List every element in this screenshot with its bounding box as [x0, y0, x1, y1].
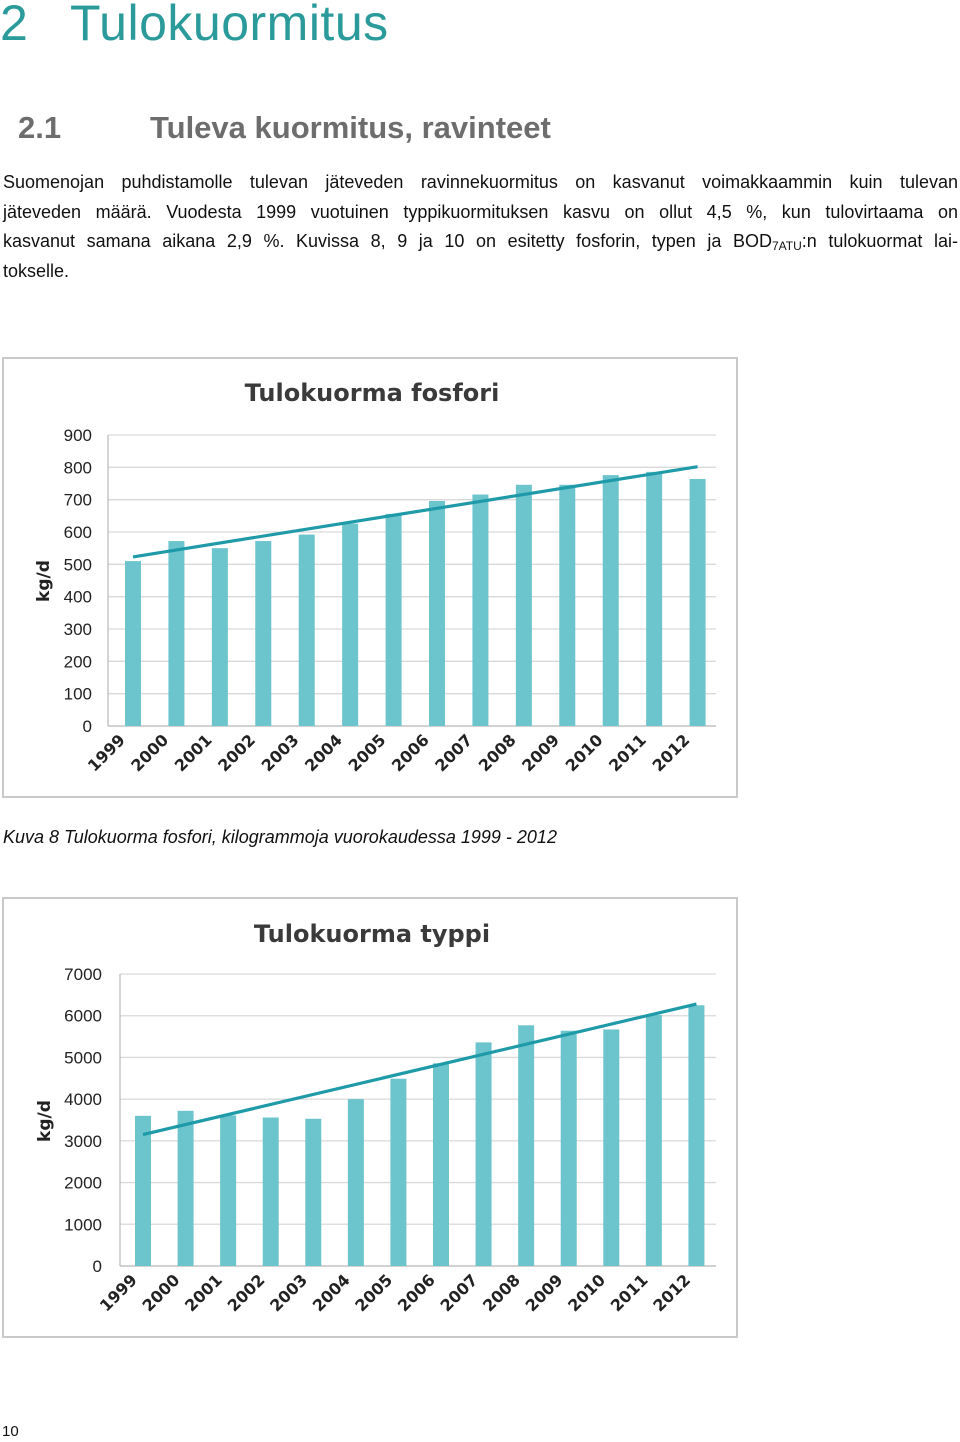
- x-tick-label: 2005: [344, 730, 390, 776]
- bar: [603, 1029, 619, 1266]
- bar: [255, 541, 271, 726]
- section-heading: [0, 0, 389, 52]
- paragraph-line: [3, 227, 958, 257]
- bar: [561, 1031, 577, 1266]
- bar: [386, 514, 402, 726]
- bar: [518, 1025, 534, 1266]
- x-tick-label: 2000: [138, 1270, 184, 1316]
- page-number: 10: [2, 1423, 19, 1440]
- y-axis-label: kg/d: [35, 1100, 55, 1142]
- x-tick-label: 2012: [649, 1270, 695, 1316]
- section-number: 2: [0, 0, 29, 51]
- bar: [603, 475, 619, 726]
- nitrogen-chart: [2, 897, 738, 1338]
- chart-title: Tulokuorma fosfori: [244, 379, 500, 407]
- bar: [390, 1079, 406, 1266]
- bar: [472, 494, 488, 726]
- x-tick-label: 2011: [606, 1270, 652, 1316]
- bar: [168, 541, 184, 726]
- y-tick-label: 300: [63, 620, 92, 639]
- y-tick-label: 4000: [64, 1090, 102, 1110]
- y-tick-label: 400: [63, 587, 92, 607]
- x-tick-label: 2005: [351, 1270, 397, 1316]
- subsection-title: Tuleva kuormitus, ravinteet: [150, 110, 551, 145]
- bod-subscript: 7ATU: [772, 239, 802, 253]
- bar: [305, 1119, 321, 1266]
- x-tick-label: 2002: [214, 730, 260, 776]
- subsection-heading: [18, 110, 551, 146]
- bar: [135, 1116, 151, 1266]
- paragraph-line: Suomenojan puhdistamolle tulevan jäteveden ravinnekuormitus on kasvanut voimakkaammin kuin tulevan: [3, 172, 958, 192]
- x-tick-label: 2010: [564, 1270, 610, 1316]
- y-tick-label: 800: [63, 458, 92, 478]
- figure-caption: Kuva 8 Tulokuorma fosfori, kilogrammoja vuorokaudessa 1999 - 2012: [3, 827, 557, 847]
- bar: [263, 1117, 279, 1266]
- y-tick-label: 900: [63, 426, 92, 445]
- x-tick-label: 2009: [521, 1270, 567, 1316]
- x-tick-label: 2003: [257, 730, 303, 776]
- x-tick-label: 2009: [518, 730, 564, 776]
- y-axis-label: kg/d: [34, 560, 54, 602]
- y-tick-label: 2000: [64, 1173, 102, 1193]
- chart-svg: [4, 899, 736, 1336]
- x-tick-label: 2007: [436, 1270, 482, 1316]
- y-tick-label: 700: [63, 490, 92, 510]
- bar: [516, 485, 532, 726]
- x-tick-label: 2007: [431, 730, 477, 776]
- bar: [559, 485, 575, 726]
- x-tick-label: 2003: [266, 1270, 312, 1316]
- bar: [342, 524, 358, 726]
- bar: [212, 548, 228, 726]
- bar: [220, 1115, 236, 1266]
- x-tick-label: 2001: [181, 1270, 226, 1316]
- bar: [433, 1063, 449, 1266]
- x-tick-label: 2001: [170, 730, 216, 776]
- phosphorus-chart: [2, 357, 738, 798]
- body-paragraph: [3, 168, 958, 286]
- bar: [690, 479, 706, 726]
- bar: [348, 1099, 364, 1266]
- x-tick-label: 2012: [648, 730, 694, 776]
- x-tick-label: 1999: [83, 730, 129, 776]
- bar: [646, 472, 662, 726]
- x-tick-label: 2011: [605, 730, 650, 776]
- x-tick-label: 2006: [393, 1270, 439, 1316]
- y-tick-label: 100: [63, 684, 92, 704]
- bar: [178, 1111, 194, 1266]
- subsection-number: 2.1: [18, 110, 62, 145]
- bar: [476, 1042, 492, 1266]
- x-tick-label: 2004: [301, 730, 346, 776]
- x-tick-label: 2006: [387, 730, 433, 776]
- bar: [299, 535, 315, 726]
- section-title: Tulokuormitus: [70, 0, 389, 51]
- x-tick-label: 1999: [95, 1270, 141, 1316]
- y-tick-label: 6000: [64, 1006, 102, 1026]
- bar: [688, 1005, 704, 1266]
- x-tick-label: 2002: [223, 1270, 269, 1316]
- y-tick-label: 3000: [64, 1131, 102, 1151]
- x-tick-label: 2008: [479, 1270, 524, 1316]
- chart-title: Tulokuorma typpi: [253, 920, 491, 948]
- x-tick-label: 2008: [474, 730, 520, 776]
- y-tick-label: 500: [63, 555, 92, 575]
- y-tick-label: 200: [63, 652, 92, 672]
- paragraph-text: kasvanut samana aikana 2,9 %. Kuvissa 8, 9 ja 10 on esitetty fosforin, typen ja BOD: [3, 231, 772, 251]
- y-tick-label: 1000: [64, 1215, 102, 1235]
- bar: [646, 1015, 662, 1266]
- x-tick-label: 2010: [561, 730, 607, 776]
- y-tick-label: 600: [63, 523, 92, 542]
- chart-svg: [4, 359, 736, 796]
- x-tick-label: 2000: [127, 730, 173, 776]
- y-tick-label: 7000: [64, 965, 102, 984]
- x-tick-label: 2004: [308, 1270, 354, 1316]
- y-tick-label: 5000: [64, 1048, 102, 1068]
- paragraph-line: jäteveden määrä. Vuodesta 1999 vuotuinen typpikuormituksen kasvu on ollut 4,5 %, kun tulovirtaama on: [3, 201, 958, 222]
- bar: [125, 561, 141, 726]
- bar: [429, 501, 445, 726]
- y-tick-label: 0: [82, 717, 92, 736]
- y-tick-label: 0: [92, 1257, 102, 1276]
- paragraph-text: :n tulokuormat lai-: [801, 231, 959, 251]
- paragraph-line: tokselle.: [3, 260, 70, 281]
